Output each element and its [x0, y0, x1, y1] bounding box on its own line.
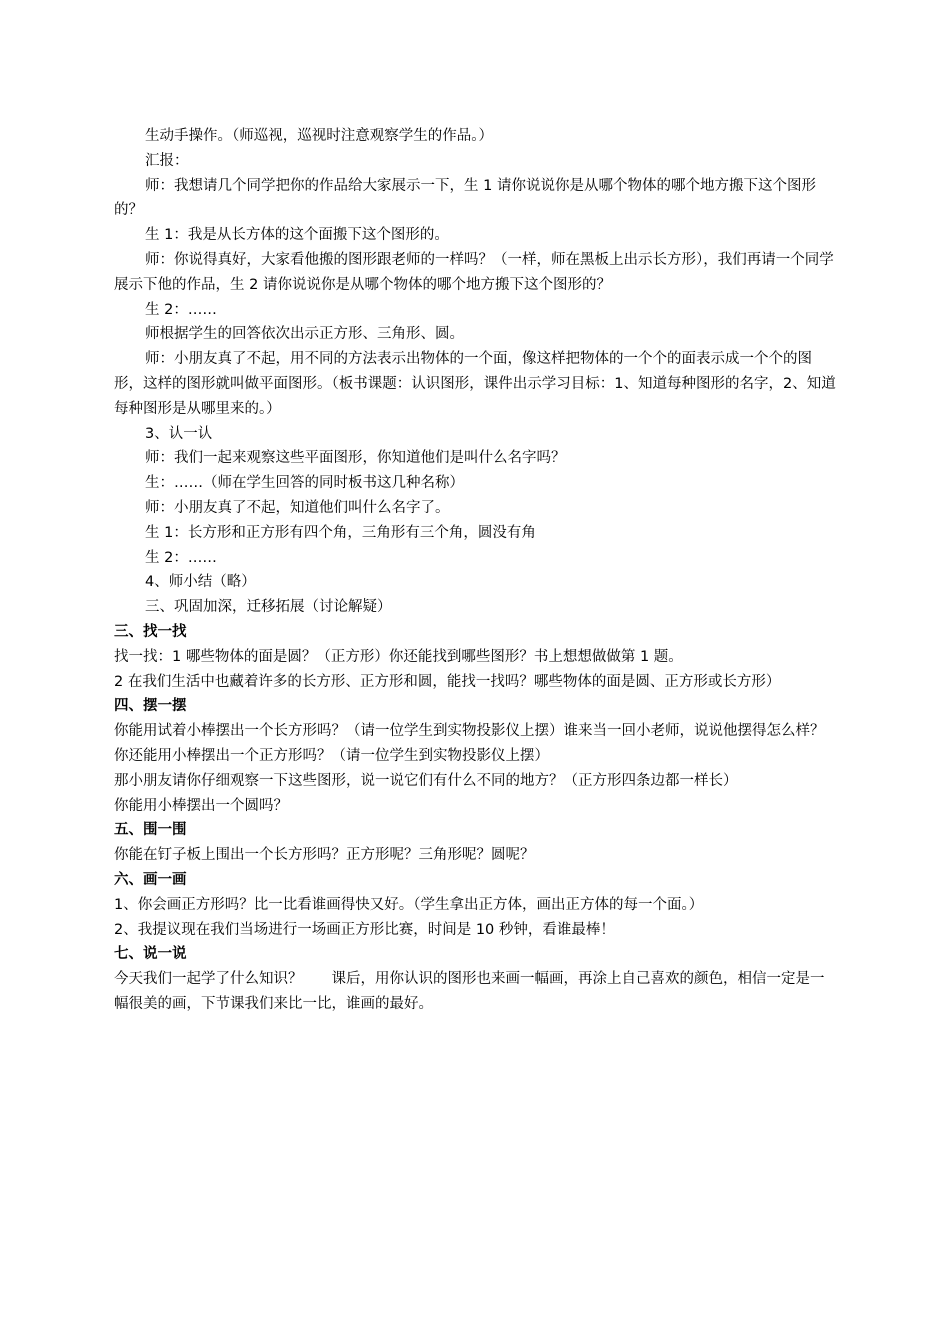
paragraph: 那小朋友请你仔细观察一下这些图形，说一说它们有什么不同的地方？（正方形四条边都一样长）: [114, 772, 738, 789]
paragraph: 你能用小棒摆出一个圆吗？: [114, 797, 288, 814]
paragraph: 生 2：……: [145, 549, 217, 566]
paragraph: 师根据学生的回答依次出示正方形、三角形、圆。: [145, 326, 464, 343]
paragraph: 生动手操作。（师巡视，巡视时注意观察学生的作品。）: [145, 128, 493, 144]
paragraph: 生 1：我是从长方体的这个面搬下这个图形的。: [145, 227, 449, 244]
paragraph: 你还能用小棒摆出一个正方形吗？（请一位学生到实物投影仪上摆）: [114, 747, 549, 764]
section-heading: 六、画一画: [114, 871, 187, 888]
section-heading: 四、摆一摆: [114, 698, 187, 715]
section-heading: 五、围一围: [114, 822, 187, 839]
paragraph: 生 1：长方形和正方形有四个角，三角形有三个角，圆没有角: [145, 524, 536, 541]
section-heading: 三、找一找: [114, 623, 187, 640]
paragraph: 师：小朋友真了不起，知道他们叫什么名字了。: [145, 499, 450, 516]
paragraph: 今天我们一起学了什么知识？ 课后，用你认识的图形也来画一幅画，再涂上自己喜欢的颜色，相信一定是一幅很美的画，下节课我们来比一比，谁画的最好。: [114, 971, 825, 1012]
paragraph: 师：我们一起来观察这些平面图形，你知道他们是叫什么名字吗？: [145, 450, 566, 467]
section-subheading: 3、认一认: [145, 425, 213, 442]
paragraph: 1、你会画正方形吗？比一比看谁画得快又好。（学生拿出正方体，画出正方体的每一个面。）: [114, 896, 704, 913]
paragraph: 2 在我们生活中也藏着许多的长方形、正方形和圆，能找一找吗？哪些物体的面是圆、正方形或长方形）: [114, 673, 781, 690]
paragraph: 师：小朋友真了不起，用不同的方法表示出物体的一个面，像这样把物体的一个个的面表示成一个个的图形，这样的图形就叫做平面图形。（板书课题：认识图形，课件出示学习目标：1、知道每种图形的名字，2、知道每种图形是从哪里来的。）: [114, 351, 836, 417]
paragraph: 师：我想请几个同学把你的作品给大家展示一下，生 1 请你说说你是从哪个物体的哪个地方搬下这个图形的？: [114, 177, 816, 219]
paragraph: 生：……（师在学生回答的同时板书这几种名称）: [145, 475, 464, 492]
section-subheading: 4、师小结（略）: [145, 574, 256, 591]
section-heading: 七、说一说: [114, 946, 187, 963]
paragraph: 汇报：: [145, 152, 189, 169]
document-page: [114, 124, 836, 1017]
paragraph: 2、我提议现在我们当场进行一场画正方形比赛，时间是 10 秒钟，看谁最棒！: [114, 921, 615, 938]
paragraph: 你能在钉子板上围出一个长方形吗？正方形呢？三角形呢？圆呢？: [114, 847, 535, 864]
paragraph: 师：你说得真好，大家看他搬的图形跟老师的一样吗？（一样，师在黑板上出示长方形），我们再请一个同学展示下他的作品，生 2 请你说说你是从哪个物体的哪个地方搬下这个图形的？: [114, 251, 834, 293]
paragraph: 生 2：……: [145, 301, 217, 318]
section-subheading: 三、巩固加深，迁移拓展（讨论解疑）: [145, 599, 392, 616]
paragraph: 你能用试着小棒摆出一个长方形吗？（请一位学生到实物投影仪上摆）谁来当一回小老师，说说他摆得怎么样？: [114, 723, 825, 740]
paragraph: 找一找：1 哪些物体的面是圆？（正方形）你还能找到哪些图形？书上想想做做第 1 题。: [114, 648, 683, 665]
